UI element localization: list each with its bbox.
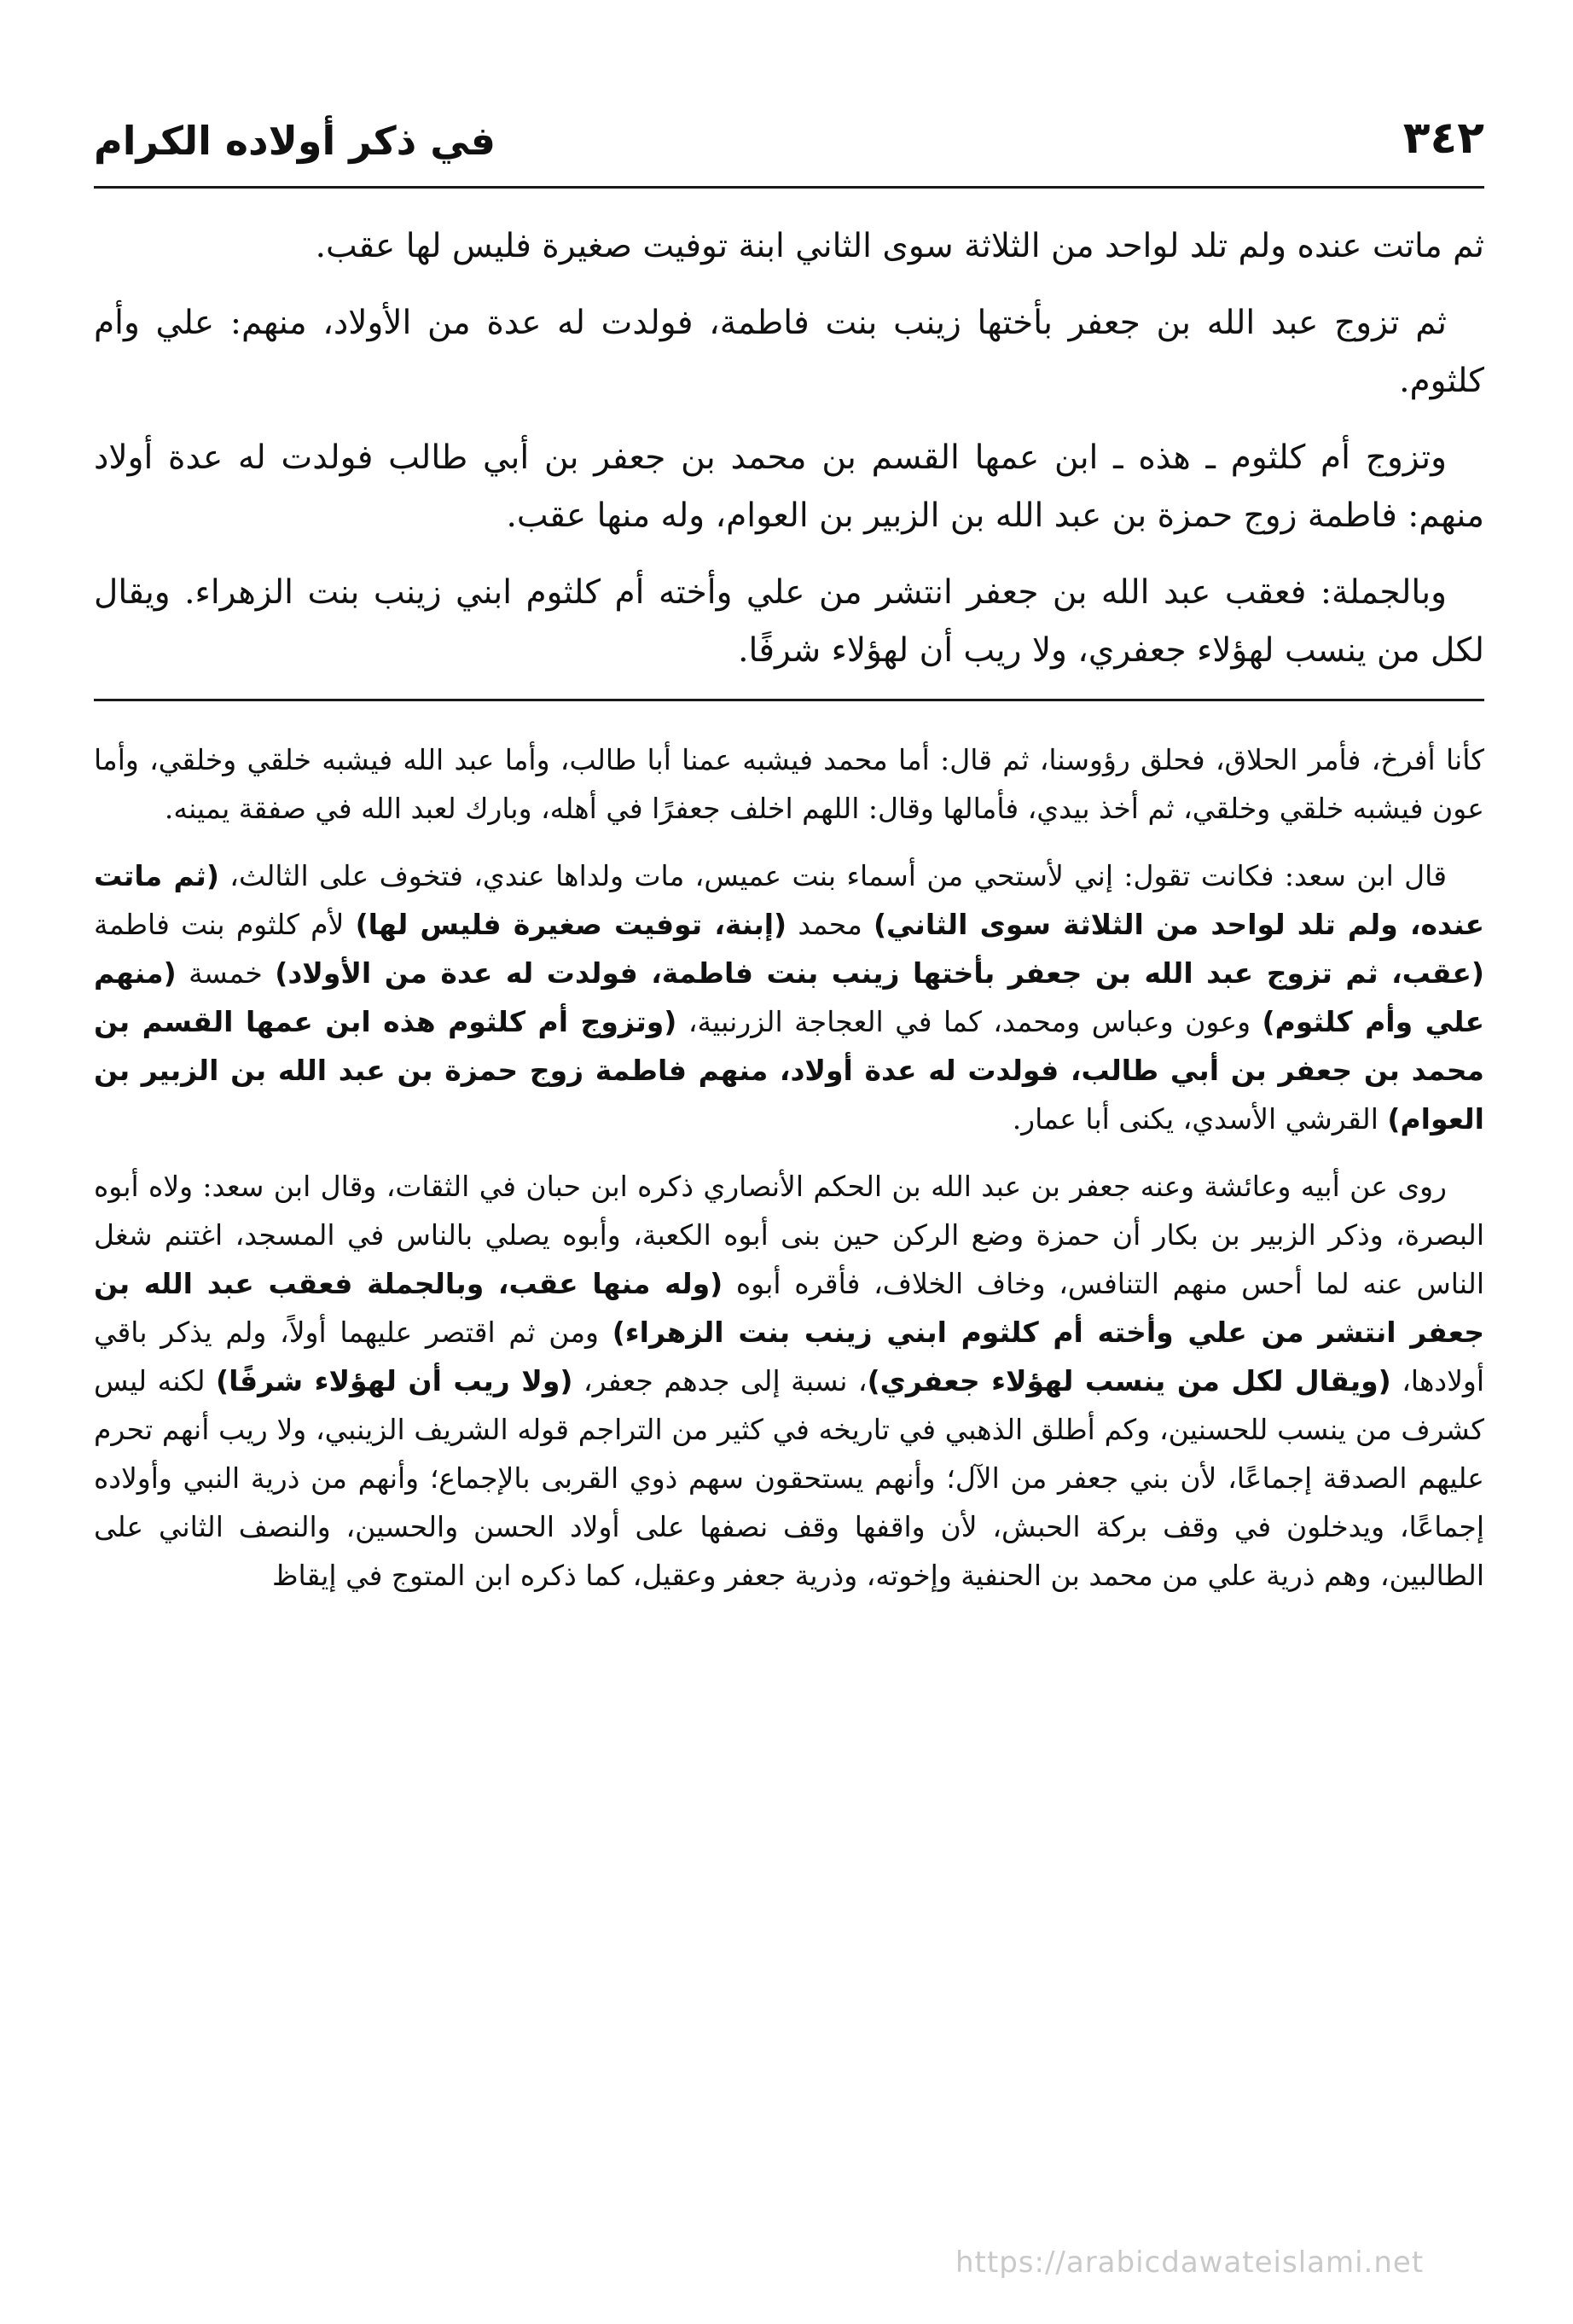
commentary-text: وعون وعباس ومحمد، كما في العجاجة الزرنبية، [676, 1005, 1262, 1038]
commentary-text: قال ابن سعد: فكانت تقول: إني لأستحي من أسماء بنت عميس، مات ولداها عندي، فتخوف على الثالث، [218, 859, 1447, 892]
watermark-url: https://arabicdawateislami.net [955, 2246, 1425, 2280]
quoted-text: (إبنة، توفيت صغيرة فليس لها) [355, 908, 787, 941]
quoted-text: (وله منها عقب، وبالجملة فعقب عبد الله بن جعفر انتشر من علي وأخته أم كلثوم ابني زينب بنت الزهراء) [94, 1267, 1484, 1349]
commentary-text: لأم كلثوم بنت فاطمة [94, 908, 356, 941]
main-text [94, 218, 1484, 680]
main-paragraph: ثم ماتت عنده ولم تلد لواحد من الثلاثة سوى الثاني ابنة توفيت صغيرة فليس لها عقب. [315, 227, 1484, 265]
quoted-text: (ثم ماتت عنده، ولم تلد لواحد من الثلاثة سوى الثاني) [94, 859, 1485, 941]
commentary-paragraph [94, 1162, 1484, 1600]
commentary-text: محمد [786, 908, 874, 941]
running-title: في ذكر أولاده الكرام [94, 118, 496, 164]
commentary-text: ومن ثم اقتصر عليهما أولاً، ولم يذكر باقي أولادها، [94, 1316, 1485, 1397]
page-header [94, 85, 1484, 164]
book-page [94, 85, 1484, 2286]
quoted-text: (منهم علي وأم كلثوم) [94, 956, 1484, 1038]
header-rule [94, 186, 1484, 189]
quoted-text: (عقب، ثم تزوج عبد الله بن جعفر بأختها زينب بنت فاطمة، فولدت له عدة من الأولاد) [275, 956, 1484, 990]
main-paragraph: ثم تزوج عبد الله بن جعفر بأختها زينب بنت فاطمة، فولدت له عدة من الأولاد، منهم: علي وأم كلثوم. [94, 304, 1484, 400]
main-paragraph: وتزوج أم كلثوم ـ هذه ـ ابن عمها القسم بن محمد بن جعفر بن أبي طالب فولدت له عدة أولاد منهم: فاطمة زوج حمزة بن عبد الله بن الزبير بن العوام، وله منها عقب. [94, 439, 1484, 535]
commentary-text: لكنه ليس كشرف من ينسب للحسنين، وكم أطلق الذهبي في تاريخه في كثير من التراجم قوله الشريف الزينبي، ولا ريب أنهم تحرم عليهم الصدقة إجماعًا، لأن بني جعفر من الآل؛ وأنهم يستحقون سهم ذوي القربى بالإجماع؛ وأنهم من ذرية النبي وأولاده إجماعًا، ويدخلون في وقف بركة الحبش، لأن واقفها وقف نصفها على أولاد الحسن والحسين، والنصف الثاني على الطالبين، وهم ذرية علي من محمد بن الحنفية وإخوته، وذرية جعفر وعقيل، كما ذكره ابن المتوج في إيقاظ [94, 1364, 1484, 1592]
commentary-text: خمسة [176, 956, 276, 990]
commentary-text: روى عن أبيه وعائشة وعنه جعفر بن عبد الله بن الحكم الأنصاري ذكره ابن حبان في الثقات، وقال ابن سعد: ولاه أبوه البصرة، وذكر الزبير بن بكار أن حمزة وضع الركن حين بنى أبوه الكعبة، وأبوه يصلي بالناس في المسجد، اغتنم شغل الناس عنه لما أحس منهم التنافس، وخاف الخلاف، فأقره أبوه [94, 1170, 1484, 1300]
commentary-text: ، نسبة إلى جدهم جعفر، [572, 1364, 868, 1397]
commentary-paragraph: كأنا أفرخ، فأمر الحلاق، فحلق رؤوسنا، ثم قال: أما محمد فيشبه عمنا أبا طالب، وأما عبد الله فيشبه خلقي وخلقي، وأما عون فيشبه خلقي وخلقي، ثم أخذ بيدي، فأمالها وقال: اللهم اخلف جعفرًا في أهله، وبارك لعبد الله في صفقة يمينه. [94, 743, 1484, 825]
commentary-divider [94, 699, 1484, 701]
quoted-text: (وتزوج أم كلثوم هذه ابن عمها القسم بن محمد بن جعفر بن أبي طالب، فولدت له عدة أولاد، منهم فاطمة زوج حمزة بن عبد الله بن الزبير بن العوام) [94, 1005, 1484, 1136]
main-paragraph: وبالجملة: فعقب عبد الله بن جعفر انتشر من علي وأخته أم كلثوم ابني زينب بنت الزهراء. ويقال لكل من ينسب لهؤلاء جعفري، ولا ريب أن لهؤلاء شرفًا. [94, 573, 1484, 670]
commentary [94, 735, 1484, 1600]
quoted-text: (ولا ريب أن لهؤلاء شرفًا) [216, 1364, 573, 1397]
commentary-paragraph [94, 851, 1484, 1143]
commentary-text: القرشي الأسدي، يكنى أبا عمار. [1012, 1102, 1388, 1136]
quoted-text: (ويقال لكل من ينسب لهؤلاء جعفري) [867, 1364, 1391, 1397]
page-number: ٣٤٢ [1402, 113, 1484, 164]
